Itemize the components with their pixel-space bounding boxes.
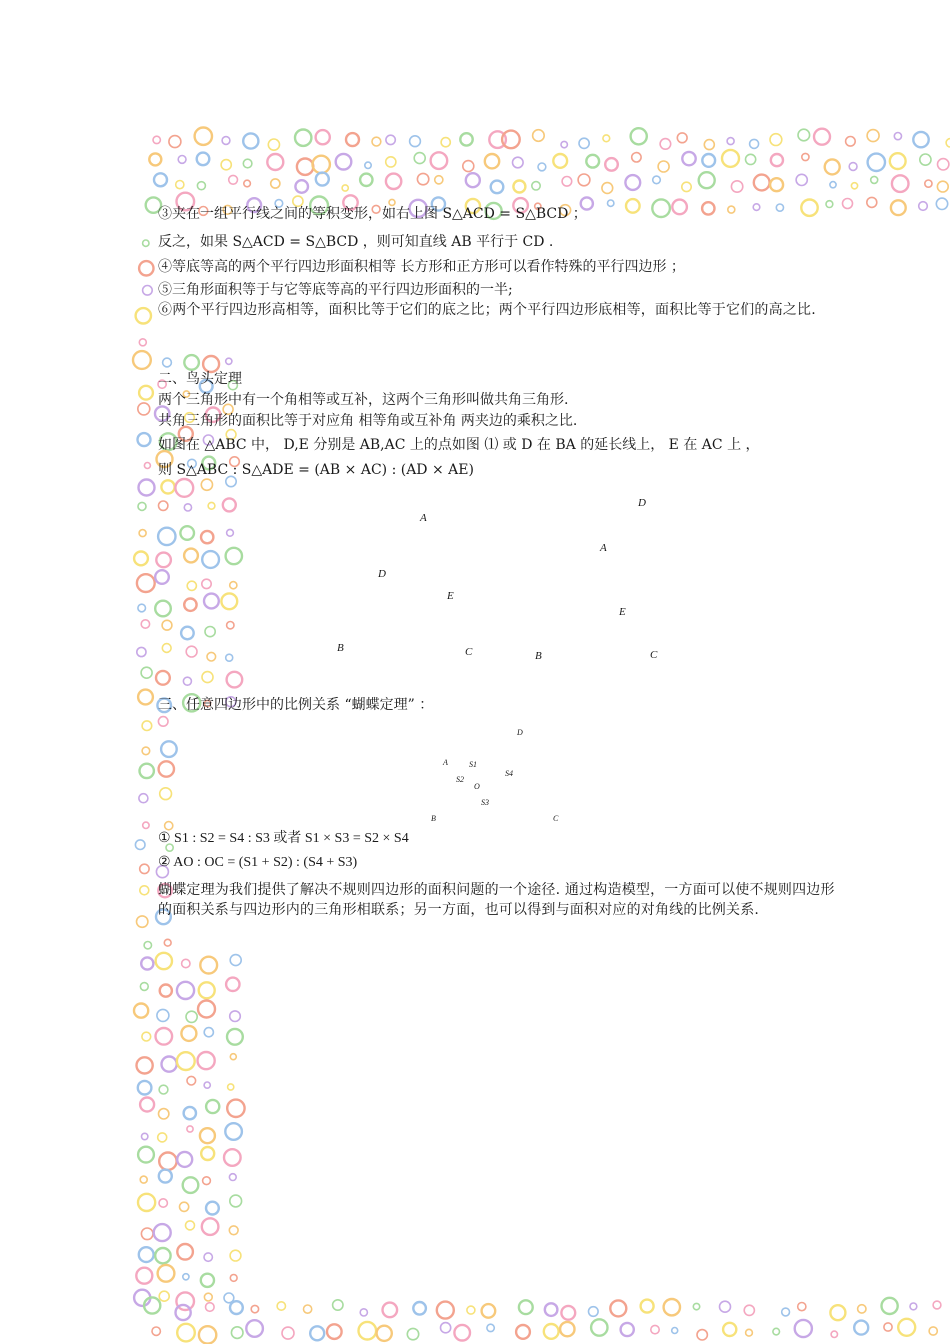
figure-3-label-s1: S1 bbox=[469, 760, 477, 769]
section-2-paragraph-1: 两个三角形中有一个角相等或互补，这两个三角形叫做共角三角形. bbox=[158, 392, 569, 408]
figure-2-label-a: A bbox=[600, 542, 607, 554]
figure-1-label-a: A bbox=[420, 512, 427, 524]
figure-3-label-s2: S2 bbox=[456, 775, 464, 784]
figure-3-label-a: A bbox=[443, 758, 448, 767]
figure-3-label-d: D bbox=[517, 728, 523, 737]
item-6-text: ⑥两个平行四边形高相等，面积比等于它们的底之比；两个平行四边形底相等，面积比等于它们的高之比. bbox=[158, 302, 816, 318]
figure-1-label-c: C bbox=[465, 646, 473, 658]
section-2-paragraph-3: 如图在 △ABC 中， D,E 分别是 AB,AC 上的点如图 ⑴ 或 D 在 BA 的延长线上， E 在 AC 上 ， bbox=[158, 437, 760, 453]
item-5-text: ⑤三角形面积等于与它等底等高的平行四边形面积的一半; bbox=[158, 282, 513, 298]
figure-2-label-c: C bbox=[650, 649, 658, 661]
figure-1-label-b: B bbox=[337, 642, 344, 654]
figure-3-label-b: B bbox=[431, 814, 436, 823]
figure-1-label-e: E bbox=[447, 590, 454, 602]
figure-3-label-s3: S3 bbox=[481, 798, 489, 807]
section-3-heading: 三、任意四边形中的比例关系 “蝴蝶定理” ： bbox=[158, 697, 434, 713]
section-3-paragraph: 蝴蝶定理为我们提供了解决不规则四边形的面积问题的一个途径. 通过构造模型，一方面可以使不规则四边形的面积关系与四边形内的三角形相联系；另一方面，也可以得到与面积对应的对角线的比例关系. bbox=[158, 882, 835, 918]
figure-2-label-e: E bbox=[619, 606, 626, 618]
figure-1-label-d: D bbox=[378, 568, 386, 580]
butterfly-relation-2: ② AO : OC = (S1 + S2) : (S4 + S3) bbox=[158, 855, 358, 870]
section-2-paragraph-2: 共角三角形的面积比等于对应角 相等角或互补角 两夹边的乘积之比. bbox=[158, 413, 578, 429]
figure-3-label-c: C bbox=[553, 814, 559, 823]
figure-3-label-s4: S4 bbox=[505, 769, 513, 778]
figure-2-label-b: B bbox=[535, 650, 542, 662]
section-2-formula: 则 S△ABC : S△ADE = (AB × AC) : (AD × AE) bbox=[158, 462, 474, 478]
butterfly-relation-1: ① S1 : S2 = S4 : S3 或者 S1 × S3 = S2 × S4 bbox=[158, 831, 409, 846]
figure-2-label-d: D bbox=[638, 497, 646, 509]
item-3-converse-text: 反之，如果 S△ACD = S△BCD ，则可知直线 AB 平行于 CD . bbox=[158, 234, 554, 250]
section-2-heading: 二、鸟头定理 bbox=[158, 371, 242, 387]
item-4-text: ④等底等高的两个平行四边形面积相等 长方形和正方形可以看作特殊的平行四边形 ； bbox=[158, 259, 685, 275]
item-3-text: ③夹在一组平行线之间的等积变形，如右上图 S△ACD = S△BCD ； bbox=[158, 206, 587, 222]
figure-3-label-o: O bbox=[474, 782, 480, 791]
